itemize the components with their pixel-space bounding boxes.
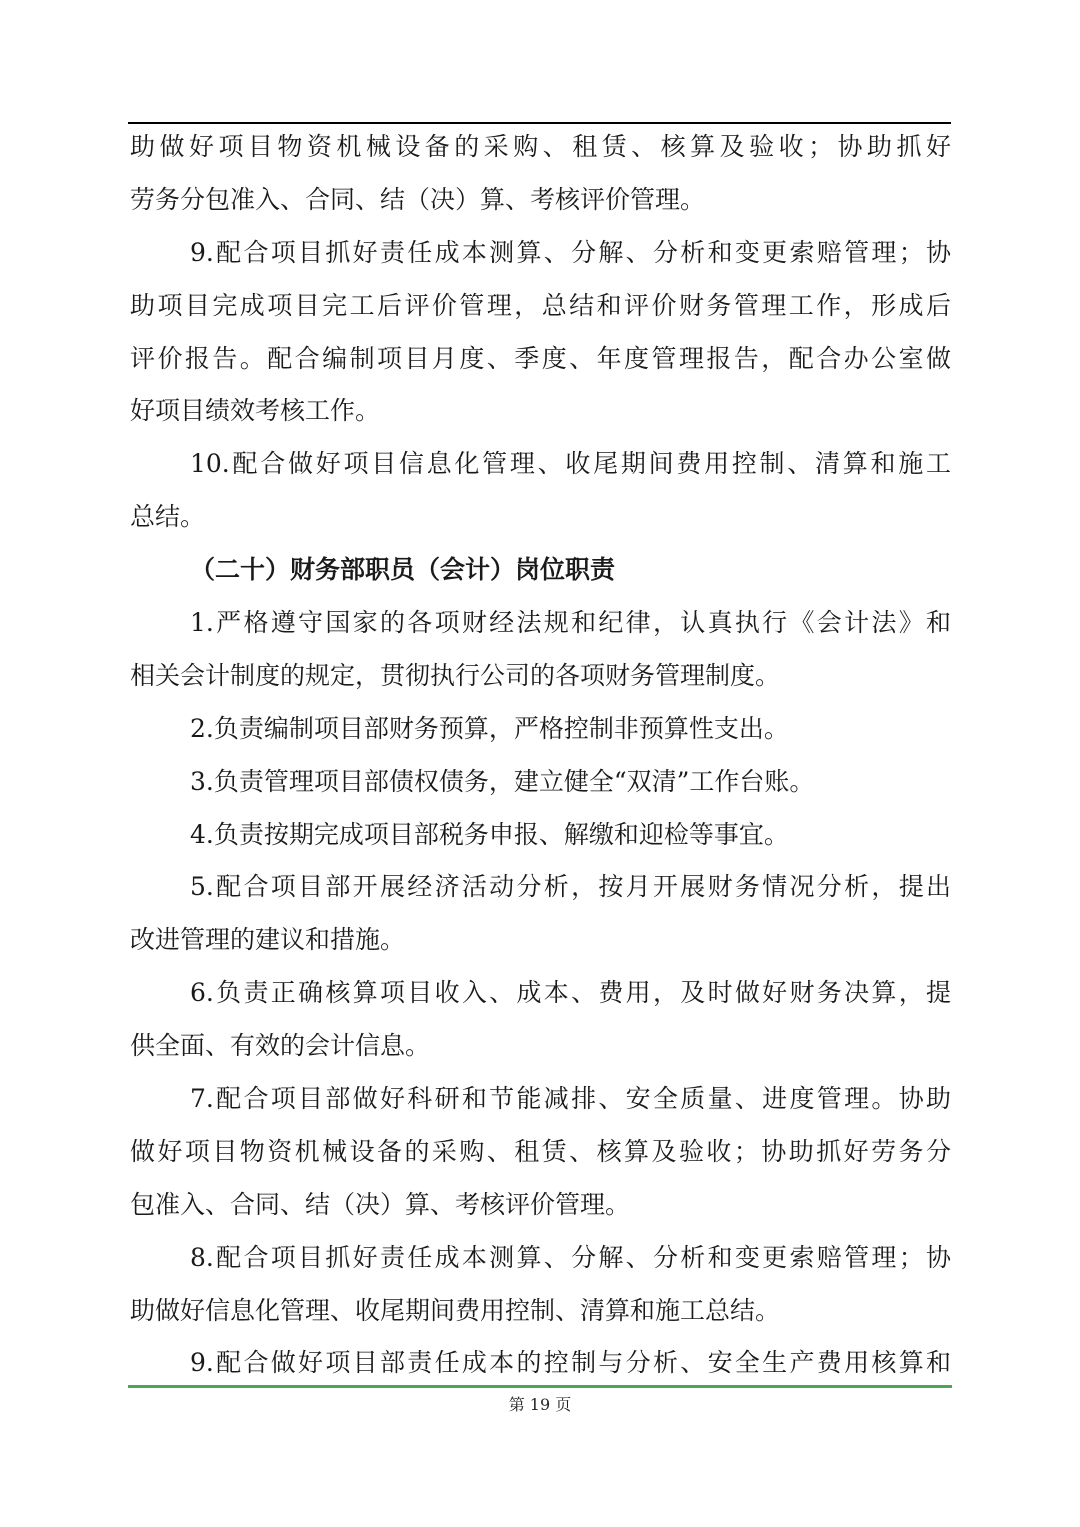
section-heading: （二十）财务部职员（会计）岗位职责 (190, 555, 616, 585)
text-line: 好项目绩效考核工作。 (130, 396, 381, 426)
paragraph-first-line: 2.负责编制项目部财务预算，严格控制非预算性支出。 (190, 713, 789, 743)
paragraph-first-line: 5.配合项目部开展经济活动分析，按月开展财务情况分析，提出 (190, 872, 951, 902)
text-line: 做好项目物资机械设备的采购、租赁、核算及验收；协助抓好劳务分 (130, 1136, 951, 1166)
paragraph-first-line: 10.配合做好项目信息化管理、收尾期间费用控制、清算和施工 (190, 449, 951, 479)
body-text (130, 121, 951, 1390)
text-line: 总结。 (130, 502, 206, 532)
paragraph-first-line: 9.配合项目抓好责任成本测算、分解、分析和变更索赔管理；协 (190, 237, 951, 267)
footer-rule (128, 1385, 952, 1388)
text-line: 包准入、合同、结（决）算、考核评价管理。 (130, 1189, 631, 1219)
paragraph-first-line: 7.配合项目部做好科研和节能减排、安全质量、进度管理。协助 (190, 1084, 951, 1114)
paragraph-first-line: 8.配合项目抓好责任成本测算、分解、分析和变更索赔管理；协 (190, 1242, 951, 1272)
page-number: 第 19 页 (508, 1395, 572, 1414)
paragraph-first-line: 3.负责管理项目部债权债务，建立健全“双清”工作台账。 (190, 766, 815, 796)
text-line: 供全面、有效的会计信息。 (130, 1031, 431, 1061)
text-line: 劳务分包准入、合同、结（决）算、考核评价管理。 (130, 184, 706, 214)
paragraph-first-line: 9.配合做好项目部责任成本的控制与分析、安全生产费用核算和 (190, 1348, 951, 1378)
text-line: 评价报告。配合编制项目月度、季度、年度管理报告，配合办公室做 (130, 343, 951, 373)
text-line: 助做好项目物资机械设备的采购、租赁、核算及验收；协助抓好 (130, 132, 951, 161)
text-line: 相关会计制度的规定，贯彻执行公司的各项财务管理制度。 (130, 660, 781, 690)
paragraph-first-line: 4.负责按期完成项目部税务申报、解缴和迎检等事宜。 (190, 819, 789, 849)
paragraph-first-line: 1.严格遵守国家的各项财经法规和纪律，认真执行《会计法》和 (190, 608, 951, 638)
text-line: 助项目完成项目完工后评价管理，总结和评价财务管理工作，形成后 (130, 290, 951, 320)
text-line: 改进管理的建议和措施。 (130, 925, 406, 955)
text-line: 助做好信息化管理、收尾期间费用控制、清算和施工总结。 (130, 1295, 781, 1325)
paragraph-first-line: 6.负责正确核算项目收入、成本、费用，及时做好财务决算，提 (190, 978, 951, 1008)
